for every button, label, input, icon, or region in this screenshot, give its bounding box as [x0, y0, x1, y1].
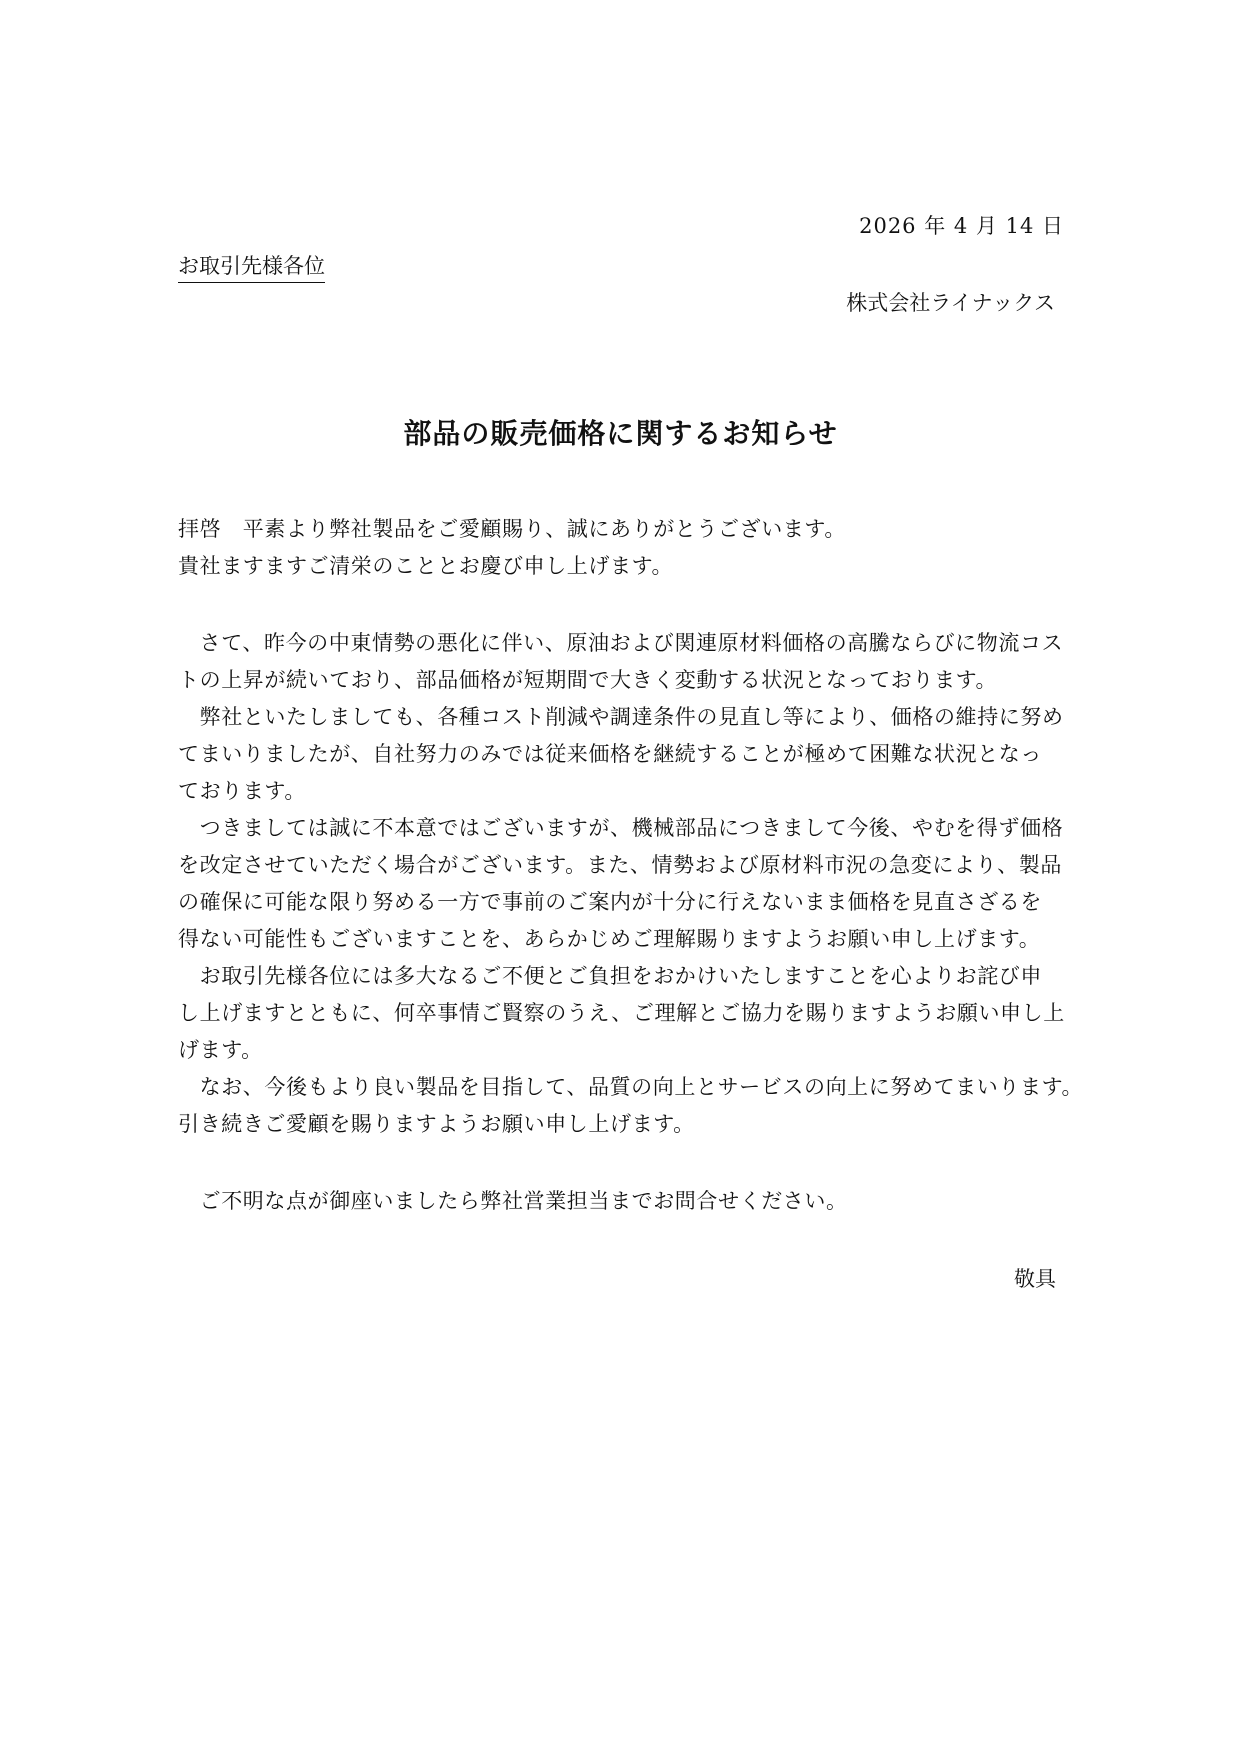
body-line: さて、昨今の中東情勢の悪化に伴い、原油および関連原材料価格の高騰ならびに物流コス: [178, 631, 1064, 655]
body-line: ご不明な点が御座いましたら弊社営業担当までお問合せください。: [178, 1189, 848, 1213]
body-line: お取引先様各位には多大なるご不便とご負担をおかけいたしますことを心よりお詫び申: [178, 964, 1042, 988]
body-line: の確保に可能な限り努める一方で事前のご案内が十分に行えないまま価格を見直さざるを: [178, 890, 1042, 914]
body-line: 拝啓 平素より弊社製品をご愛顧賜り、誠にありがとうございます。: [178, 517, 846, 541]
body-line: なお、今後もより良い製品を目指して、品質の向上とサービスの向上に努めてまいります。: [178, 1075, 1084, 1099]
body-line: てまいりましたが、自社努力のみでは従来価格を継続することが極めて困難な状況となっ: [178, 742, 1042, 766]
body-line: げます。: [178, 1038, 263, 1062]
closing-word: 敬具: [1014, 1267, 1056, 1291]
body-line: 弊社といたしましても、各種コスト削減や調達条件の見直し等により、価格の維持に努め: [178, 705, 1064, 729]
body-line: トの上昇が続いており、部品価格が短期間で大きく変動する状況となっております。: [178, 668, 998, 692]
body-line: し上げますとともに、何卒事情ご賢察のうえ、ご理解とご協力を賜りますようお願い申し上: [178, 1001, 1065, 1025]
body-line: を改定させていただく場合がございます。また、情勢および原材料市況の急変により、製品: [178, 853, 1062, 877]
letter-date: 2026 年 4 月 14 日: [859, 214, 1064, 238]
recipient-line: お取引先様各位: [178, 250, 325, 283]
body-line: つきましては誠に不本意ではございますが、機械部品につきまして今後、やむを得ず価格: [178, 816, 1064, 840]
body-line: ております。: [178, 779, 306, 803]
body-line: 得ない可能性もございますことを、あらかじめご理解賜りますようお願い申し上げます。: [178, 927, 1041, 951]
sender-company: 株式会社ライナックス: [846, 291, 1055, 315]
body-line: 貴社ますますご清栄のこととお慶び申し上げます。: [178, 554, 674, 578]
page-title: 部品の販売価格に関するお知らせ: [403, 417, 838, 450]
body-line: 引き続きご愛顧を賜りますようお願い申し上げます。: [178, 1112, 695, 1136]
